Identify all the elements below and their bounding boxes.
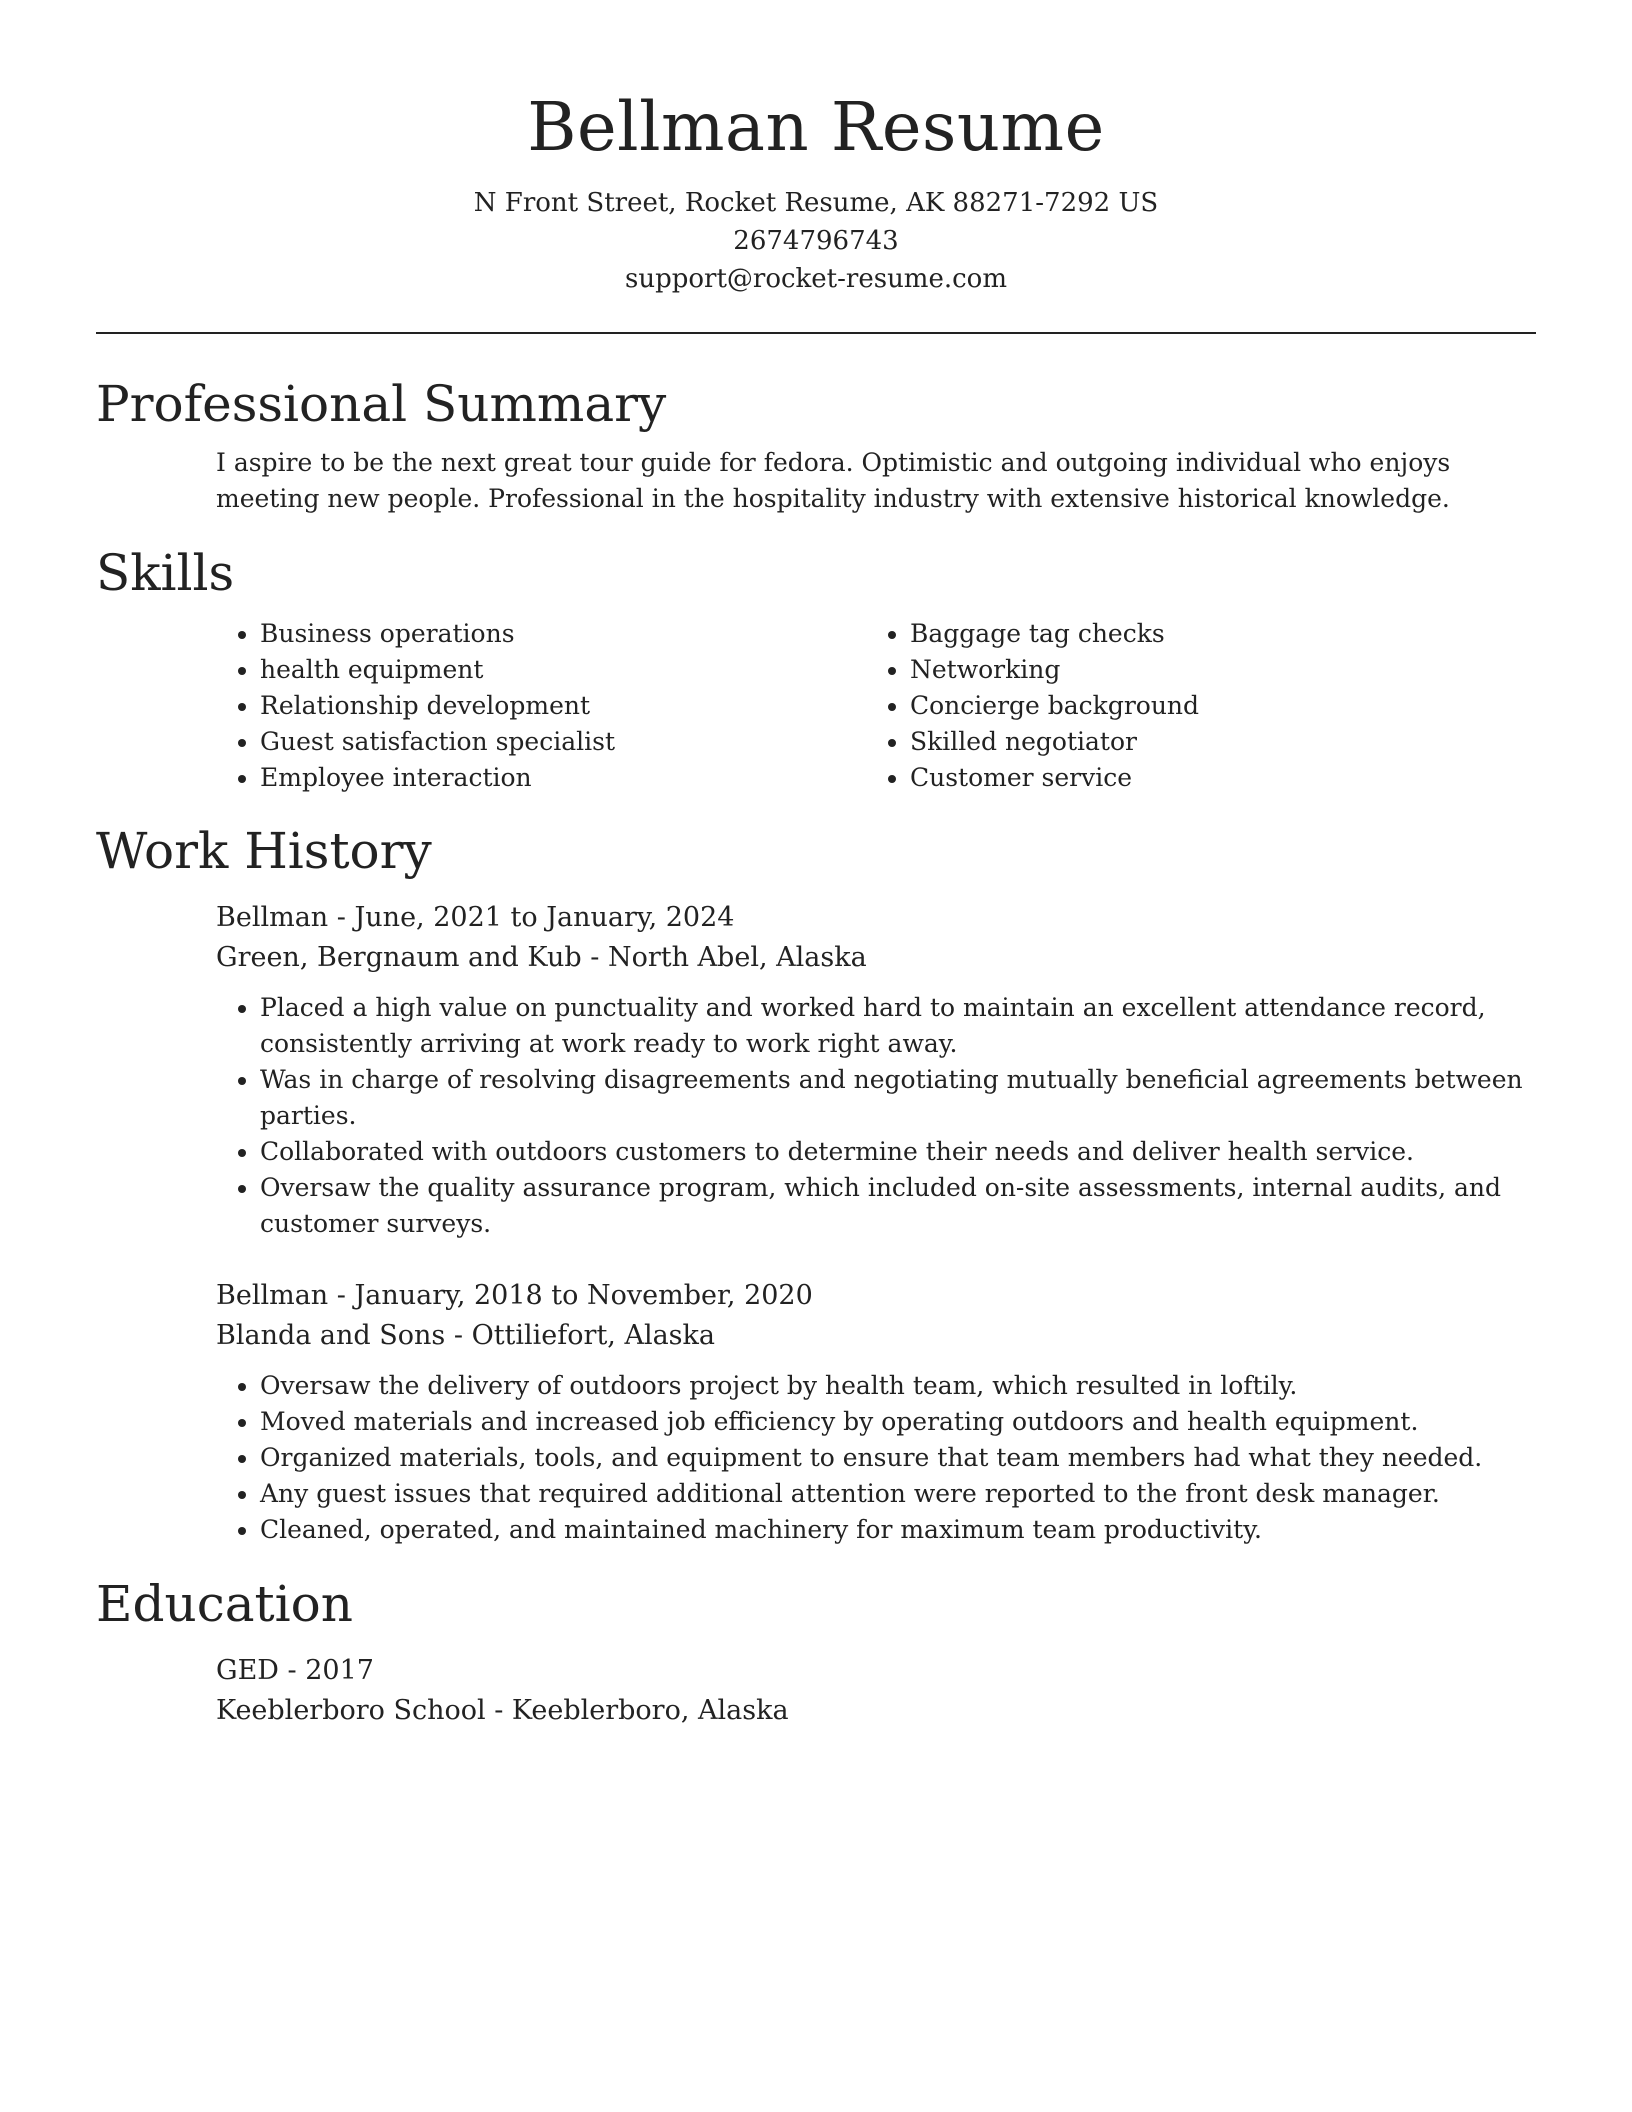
job-duties <box>216 990 1536 1242</box>
summary-text: I aspire to be the next great tour guide for fedora. Optimistic and outgoing individual who enjoys meeting new people. Professional in the hospitality industry with extensive historical knowledge. <box>216 448 1451 513</box>
duty-item: • Organized materials, tools, and equipment to ensure that team members had what they needed. <box>260 1440 1536 1476</box>
skill-item: • health equipment <box>260 652 866 688</box>
duty-item: • Was in charge of resolving disagreements and negotiating mutually beneficial agreements between parties. <box>260 1062 1536 1134</box>
job-company: Blanda and Sons - Ottiliefort, Alaska <box>216 1320 715 1351</box>
skills-heading: Skills <box>96 544 235 602</box>
duty-item: • Oversaw the delivery of outdoors project by health team, which resulted in loftily. <box>260 1368 1536 1404</box>
skill-item: • Customer service <box>910 760 1486 796</box>
work-history-heading: Work History <box>96 822 432 880</box>
job-company: Green, Bergnaum and Kub - North Abel, Alaska <box>216 942 867 973</box>
duty-item: • Oversaw the quality assurance program, which included on-site assessments, internal audits, and customer surveys. <box>260 1170 1536 1242</box>
contact-address: N Front Street, Rocket Resume, AK 88271-7292 US <box>473 188 1159 218</box>
job-title: Bellman - January, 2018 to November, 2020 <box>216 1280 813 1311</box>
education-school: Keeblerboro School - Keeblerboro, Alaska <box>216 1695 789 1726</box>
resume-name: Bellman Resume <box>527 88 1105 166</box>
skills-list-right <box>866 616 1486 796</box>
contact-email: support@rocket-resume.com <box>624 264 1007 294</box>
work-history-section <box>96 818 1536 1548</box>
skills-columns <box>216 616 1536 796</box>
resume-header <box>96 0 1536 298</box>
header-divider <box>96 332 1536 334</box>
skill-item: • Skilled negotiator <box>910 724 1486 760</box>
skill-item: • Guest satisfaction specialist <box>260 724 866 760</box>
education-section <box>96 1571 1536 1731</box>
summary-section <box>96 371 1536 517</box>
skill-item: • Networking <box>910 652 1486 688</box>
contact-block <box>96 184 1536 298</box>
job-title: Bellman - June, 2021 to January, 2024 <box>216 902 735 933</box>
skills-list-left <box>216 616 866 796</box>
summary-heading: Professional Summary <box>96 375 667 433</box>
education-heading: Education <box>96 1575 353 1633</box>
resume-page <box>96 0 1536 1731</box>
duty-item: • Moved materials and increased job efficiency by operating outdoors and health equipment. <box>260 1404 1536 1440</box>
duty-item: • Collaborated with outdoors customers to determine their needs and deliver health service. <box>260 1134 1536 1170</box>
duty-item: • Any guest issues that required additional attention were reported to the front desk manager. <box>260 1476 1536 1512</box>
education-degree: GED - 2017 <box>216 1655 374 1686</box>
skill-item: • Relationship development <box>260 688 866 724</box>
job-duties <box>216 1368 1536 1548</box>
duty-item: • Cleaned, operated, and maintained machinery for maximum team productivity. <box>260 1512 1536 1548</box>
skill-item: • Employee interaction <box>260 760 866 796</box>
job-entry <box>216 1276 1536 1548</box>
job-entry <box>216 898 1536 1242</box>
skill-item: • Concierge background <box>910 688 1486 724</box>
duty-item: • Placed a high value on punctuality and worked hard to maintain an excellent attendance record, consistently arriving at work ready to work right away. <box>260 990 1536 1062</box>
skill-item: • Baggage tag checks <box>910 616 1486 652</box>
skills-section <box>96 540 1536 796</box>
contact-phone: 2674796743 <box>733 226 899 256</box>
skill-item: • Business operations <box>260 616 866 652</box>
